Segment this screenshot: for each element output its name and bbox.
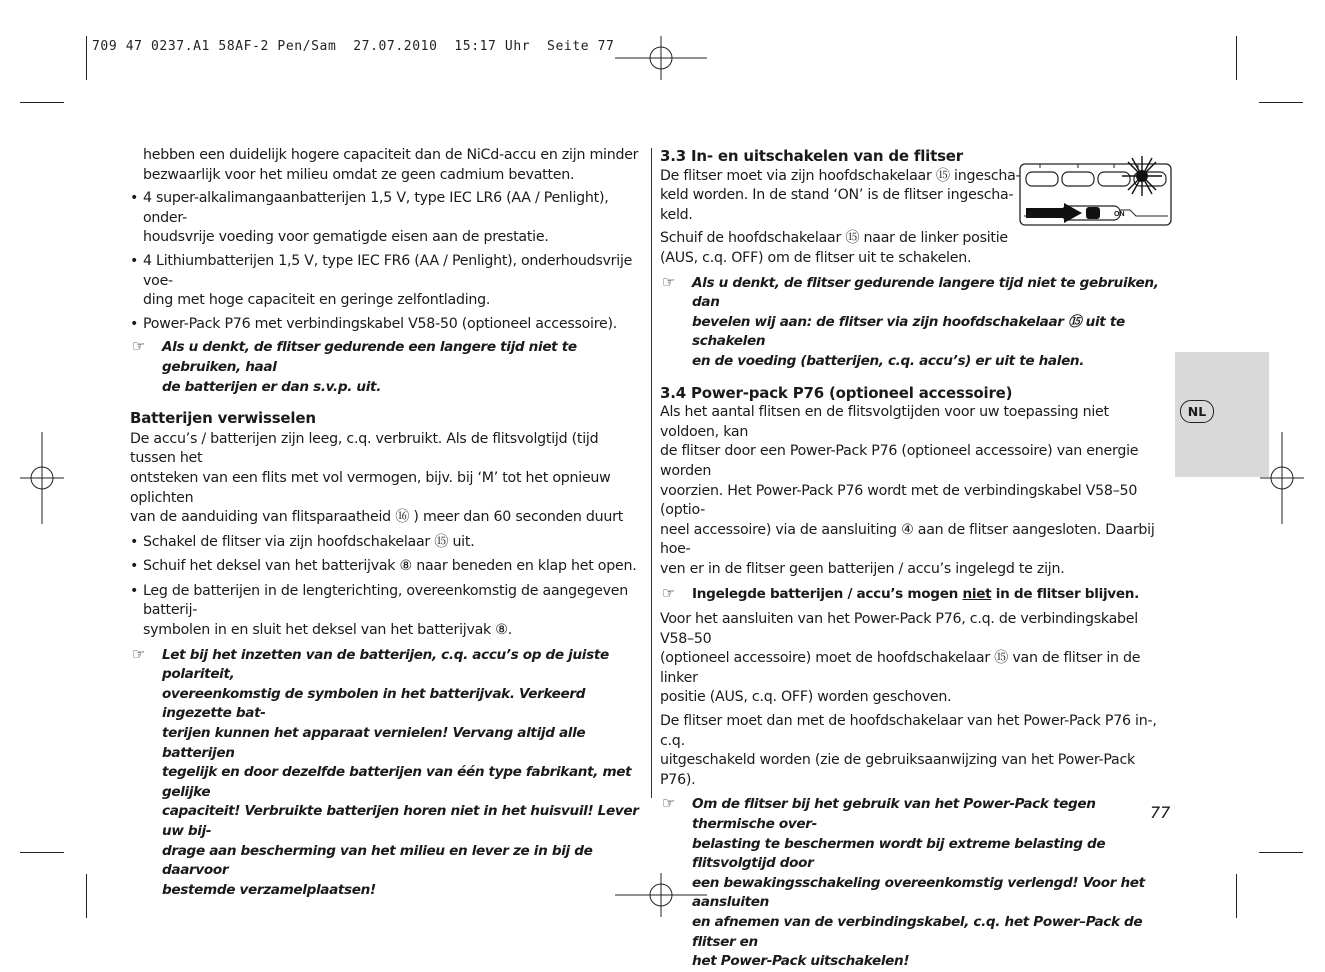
switch-on-label: ON [1114, 211, 1125, 218]
pointing-hand-icon: ☞ [662, 584, 676, 603]
body-line: keld. [660, 206, 693, 223]
section-heading: Batterijen verwisselen [130, 409, 316, 428]
crop-mark [20, 852, 64, 853]
warning-note: ☞ Als u denkt, de flitser gedurende een langere tijd niet te gebruiken, haal de batterijen er dan s.v.p. uit. [132, 337, 577, 395]
section-heading: 3.4 Power-pack P76 (optioneel accessoire) [660, 383, 1013, 402]
crop-mark [86, 874, 87, 918]
page-number: 77 [1150, 803, 1171, 822]
registration-mark-icon [18, 432, 66, 524]
body-line: van de aanduiding van flitsparaatheid ⑯ ) meer dan 60 seconden duurt [130, 509, 624, 526]
crop-mark [1259, 102, 1303, 103]
crop-mark [86, 36, 87, 80]
warning-note: ☞ Let bij het inzetten van de batterijen, c.q. accu’s op de juiste polariteit, overeenkomstig de symbolen in het batterijvak. Verkeerd ingezette bat- terijen kunnen het apparaat vernielen! Vervang altijd alle batterijen tegelijk en door dezelfde batterijen van één type fabrikant, met gelijke capaciteit! Verbruikte batterijen horen niet in het huisvuil! Lever uw bij- drage aan bescherming van het milieu en lever ze in bij de daarvoor bestemde verzamelplaatsen! [132, 644, 639, 898]
crop-mark [1236, 874, 1237, 918]
crop-mark [1259, 852, 1303, 853]
print-slug: 709 47 0237.A1 58AF-2 Pen/Sam 27.07.2010 15:17 Uhr Seite 77 [92, 39, 615, 54]
body-line: positie (AUS, c.q. OFF) worden geschoven. [660, 689, 952, 706]
list-item: • Leg de batterijen in de lengterichting, overeenkomstig de aangegeven batterij- symbolen in en sluit het deksel van het batterijvak ⑧. [130, 582, 645, 641]
body-line: ven er in de flitser geen batterijen / accu’s ingelegd te zijn. [660, 560, 1065, 577]
flash-switch-illustration [1018, 152, 1174, 228]
language-badge: NL [1180, 400, 1214, 423]
crop-mark [20, 102, 64, 103]
list-item: • 4 Lithiumbatterijen 1,5 V, type IEC FR6 (AA / Penlight), onderhoudsvrije voe- ding met hoge capaciteit en geringe zelfontlading. [130, 252, 645, 311]
left-column [130, 146, 645, 900]
pointing-hand-icon: ☞ [132, 337, 146, 356]
pointing-hand-icon: ☞ [132, 644, 146, 663]
list-item: • Power-Pack P76 met verbindingskabel V58-50 (optioneel accessoire). [130, 315, 645, 335]
body-line: (optioneel accessoire) moet de hoofdschakelaar ⑮ van de flitser in de linker [660, 650, 1141, 686]
body-line: keld worden. In de stand ‘ON’ is de flitser ingescha- [660, 187, 1014, 204]
body-line: De flitser moet via zijn hoofdschakelaar ⑮ ingescha- [660, 167, 1021, 184]
body-line: Als het aantal flitsen en de flitsvolgtijden voor uw toepassing niet voldoen, kan [660, 404, 1109, 440]
body-line: neel accessoire) via de aansluiting ④ aan de flitser aangesloten. Daarbij hoe- [660, 521, 1155, 558]
warning-note: ☞ Als u denkt, de flitser gedurende langere tijd niet te gebruiken, dan bevelen wij aan: de flitser via zijn hoofdschakelaar ⑮ uit te schakelen en de voeding (batterijen, c.q. accu’s) er uit te halen. [662, 272, 1159, 369]
body-line: voorzien. Het Power-Pack P76 wordt met de verbindingskabel V58–50 (optio- [660, 482, 1138, 519]
pointing-hand-icon: ☞ [662, 794, 676, 813]
body-line: (AUS, c.q. OFF) om de flitser uit te schakelen. [660, 249, 972, 266]
body-line: De accu’s / batterijen zijn leeg, c.q. verbruikt. Als de flitsvolgtijd (tijd tussen het [130, 430, 599, 467]
registration-mark-icon [615, 34, 707, 82]
column-divider [651, 148, 652, 798]
right-column [660, 147, 1170, 972]
warning-note: ☞ Om de flitser bij het gebruik van het Power-Pack tegen thermische over- belasting te beschermen wordt bij extreme belasting de flitsvolgtijd door een bewakingsschakeling overeenkomstig verlengd! Voor het aansluiten en afnemen van de verbindingskabel, c.q. het Power–Pack de flitser en het Power-Pack uitschakelen! [662, 794, 1145, 970]
body-line: Schuif de hoofdschakelaar ⑮ naar de linker positie [660, 230, 1008, 247]
intro-line: bezwaarlijk voor het milieu omdat ze geen cadmium bevatten. [143, 166, 575, 183]
pointing-hand-icon: ☞ [662, 272, 676, 291]
list-item: • 4 super-alkalimangaanbatterijen 1,5 V, type IEC LR6 (AA / Penlight), onder- houdsvrije voeding voor gematigde eisen aan de prestatie. [130, 189, 645, 248]
body-line: De flitser moet dan met de hoofdschakelaar van het Power-Pack P76 in-, c.q. [660, 713, 1157, 749]
body-line: de flitser door een Power-Pack P76 (optioneel accessoire) van energie worden [660, 443, 1139, 479]
info-note: ☞ Ingelegde batterijen / accu’s mogen niet in de flitser blijven. [662, 584, 1140, 603]
list-item: • Schakel de flitser via zijn hoofdschakelaar ⑮ uit. [130, 533, 645, 553]
body-line: Voor het aansluiten van het Power-Pack P76, c.q. de verbindingskabel V58–50 [660, 611, 1138, 647]
body-line: uitgeschakeld worden (zie de gebruiksaanwijzing van het Power-Pack P76). [660, 752, 1136, 788]
body-line: ontsteken van een flits met vol vermogen, bijv. bij ‘M’ tot het opnieuw oplichten [130, 469, 611, 506]
section-heading: 3.3 In- en uitschakelen van de flitser [660, 147, 963, 165]
list-item: • Schuif het deksel van het batterijvak ⑧ naar beneden en klap het open. [130, 557, 645, 577]
crop-mark [1236, 36, 1237, 80]
intro-line: hebben een duidelijk hogere capaciteit dan de NiCd-accu en zijn minder [143, 147, 639, 163]
